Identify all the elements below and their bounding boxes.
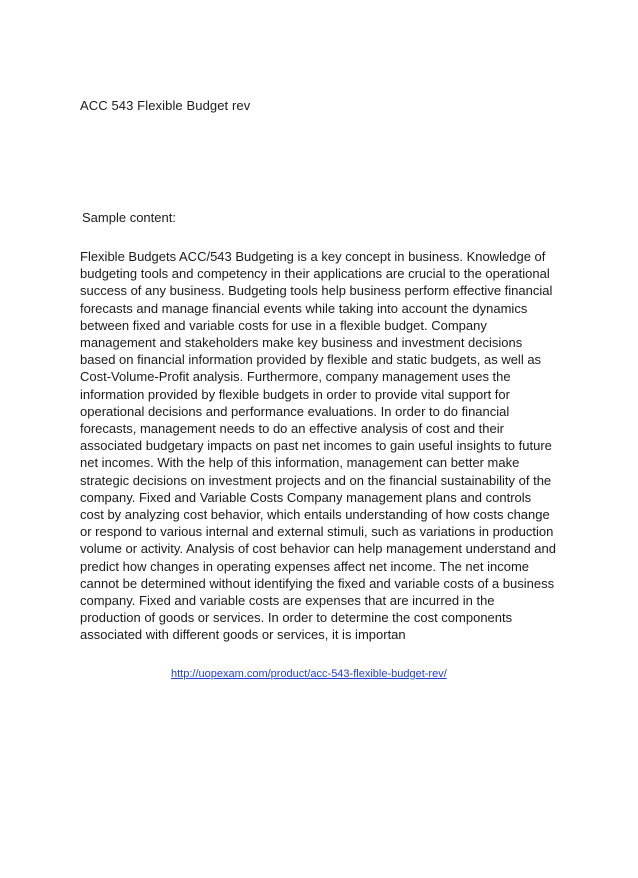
body-line: between fixed and variable costs for use in a flexible budget. Company (80, 317, 487, 333)
body-line: management and stakeholders make key business and investment decisions (80, 335, 523, 351)
sample-content-label: Sample content: (82, 210, 176, 225)
body-line: based on financial information provided by flexible and static budgets, as well as (80, 352, 542, 368)
body-paragraph (80, 248, 580, 644)
body-line: net incomes. With the help of this information, management can better make (80, 455, 520, 471)
body-line: associated with different goods or services, it is importan (80, 627, 406, 643)
document-title: ACC 543 Flexible Budget rev (80, 98, 251, 113)
body-line: Flexible Budgets ACC/543 Budgeting is a key concept in business. Knowledge of (80, 249, 546, 264)
product-link[interactable]: http://uopexam.com/product/acc-543-flexible-budget-rev/ (171, 668, 447, 680)
body-line: company. Fixed and variable costs are expenses that are incurred in the (80, 593, 495, 609)
body-line: Cost-Volume-Profit analysis. Furthermore, company management uses the (80, 369, 511, 385)
body-line: budgeting tools and competency in their applications are crucial to the operational (80, 266, 550, 282)
body-line: production of goods or services. In order to determine the cost components (80, 610, 513, 626)
body-line: volume or activity. Analysis of cost behavior can help management understand and (80, 541, 556, 557)
body-line: forecasts, management needs to do an effective analysis of cost and their (80, 421, 504, 437)
body-line: information provided by flexible budgets in order to provide vital support for (80, 386, 510, 402)
body-line: operational decisions and performance evaluations. In order to do financial (80, 403, 510, 419)
body-line: company. Fixed and Variable Costs Company management plans and controls (80, 489, 532, 505)
body-line: predict how changes in operating expenses affect net income. The net income (80, 558, 530, 574)
body-line: forecasts and manage financial events while taking into account the dynamics (80, 300, 528, 316)
body-line: associated budgetary impacts on past net incomes to gain useful insights to future (80, 438, 552, 454)
body-line: cost by analyzing cost behavior, which entails understanding of how costs change (80, 507, 550, 523)
body-line: cannot be determined without identifying the fixed and variable costs of a business (80, 575, 555, 591)
body-line: success of any business. Budgeting tools help business perform effective financial (80, 283, 553, 299)
body-line: strategic decisions on investment projects and on the financial sustainability of the (80, 472, 552, 488)
body-line: or respond to various internal and external stimuli, such as variations in production (80, 524, 554, 540)
